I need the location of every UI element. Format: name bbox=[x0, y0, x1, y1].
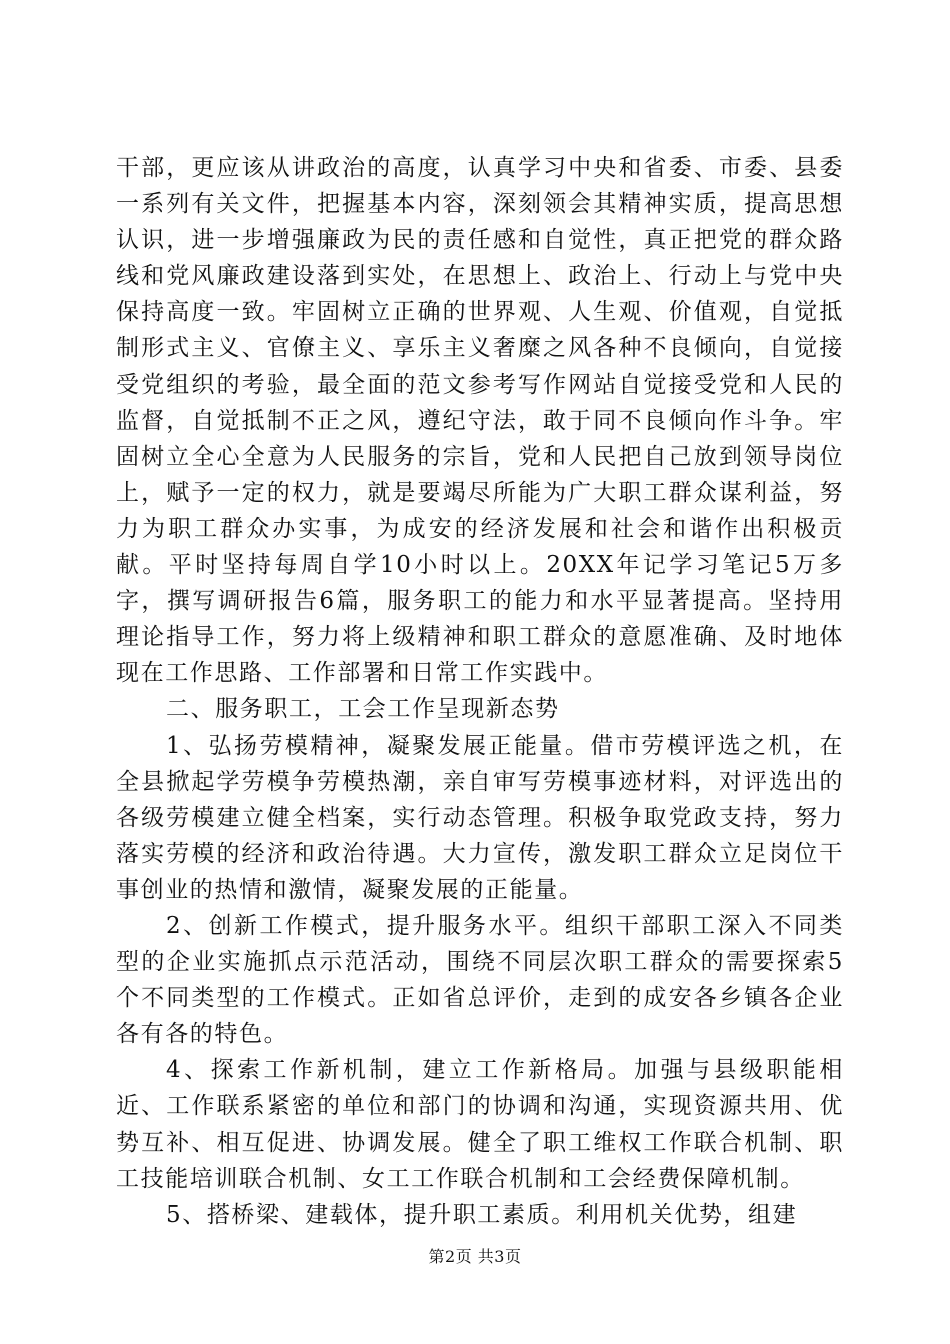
page-number-footer: 第2页 共3页 bbox=[428, 1247, 522, 1266]
paragraph-item-5: 5、搭桥梁、建载体，提升职工素质。利用机关优势，组建 bbox=[166, 1201, 798, 1228]
section-heading: 二、服务职工，工会工作呈现新态势 bbox=[166, 696, 560, 723]
paragraph-continuation: 干部，更应该从讲政治的高度，认真学习中央和省委、市委、县委一系列有关文件，把握基本内容，深刻领会其精神实质，提高思想认识，进一步增强廉政为民的责任感和自觉性，真正把党的群众路线和党风廉政建设落到实处，在思想上、政治上、行动上与党中央保持高度一致。牢固树立正确的世界观、人生观、价值观，自觉抵制形式主义、官僚主义、享乐主义奢糜之风各种不良倾向，自觉接受党组织的考验，最全面的范文参考写作网站自觉接受党和人民的监督，自觉抵制不正之风，遵纪守法，敢于同不良倾向作斗争。牢固树立全心全意为人民服务的宗旨，党和人民把自己放到领导岗位上，赋予一定的权力，就是要竭尽所能为广大职工群众谋利益，努力为职工群众办实事，为成安的经济发展和社会和谐作出积极贡献。平时坚持每周自学10小时以上。20XX年记学习笔记5万多字，撰写调研报告6篇，服务职工的能力和水平显著提高。坚持用理论指导工作，努力将上级精神和职工群众的意愿准确、及时地体现在工作思路、工作部署和日常工作实践中。 bbox=[116, 155, 844, 687]
paragraph-item-2: 2、创新工作模式，提升服务水平。组织干部职工深入不同类型的企业实施抓点示范活动，围绕不同层次职工群众的需要探索5个不同类型的工作模式。正如省总评价，走到的成安各乡镇各企业各有各的特色。 bbox=[116, 912, 844, 1048]
document-body bbox=[116, 150, 844, 1233]
paragraph-item-1: 1、弘扬劳模精神，凝聚发展正能量。借市劳模评选之机，在全县掀起学劳模争劳模热潮，亲自审写劳模事迹材料，对评选出的各级劳模建立健全档案，实行动态管理。积极争取党政支持，努力落实劳模的经济和政治待遇。大力宣传，激发职工群众立足岗位干事创业的热情和激情，凝聚发展的正能量。 bbox=[116, 732, 844, 903]
paragraph-item-4: 4、探索工作新机制，建立工作新格局。加强与县级职能相近、工作联系紧密的单位和部门的协调和沟通，实现资源共用、优势互补、相互促进、协调发展。健全了职工维权工作联合机制、职工技能培训联合机制、女工工作联合机制和工会经费保障机制。 bbox=[116, 1057, 844, 1192]
